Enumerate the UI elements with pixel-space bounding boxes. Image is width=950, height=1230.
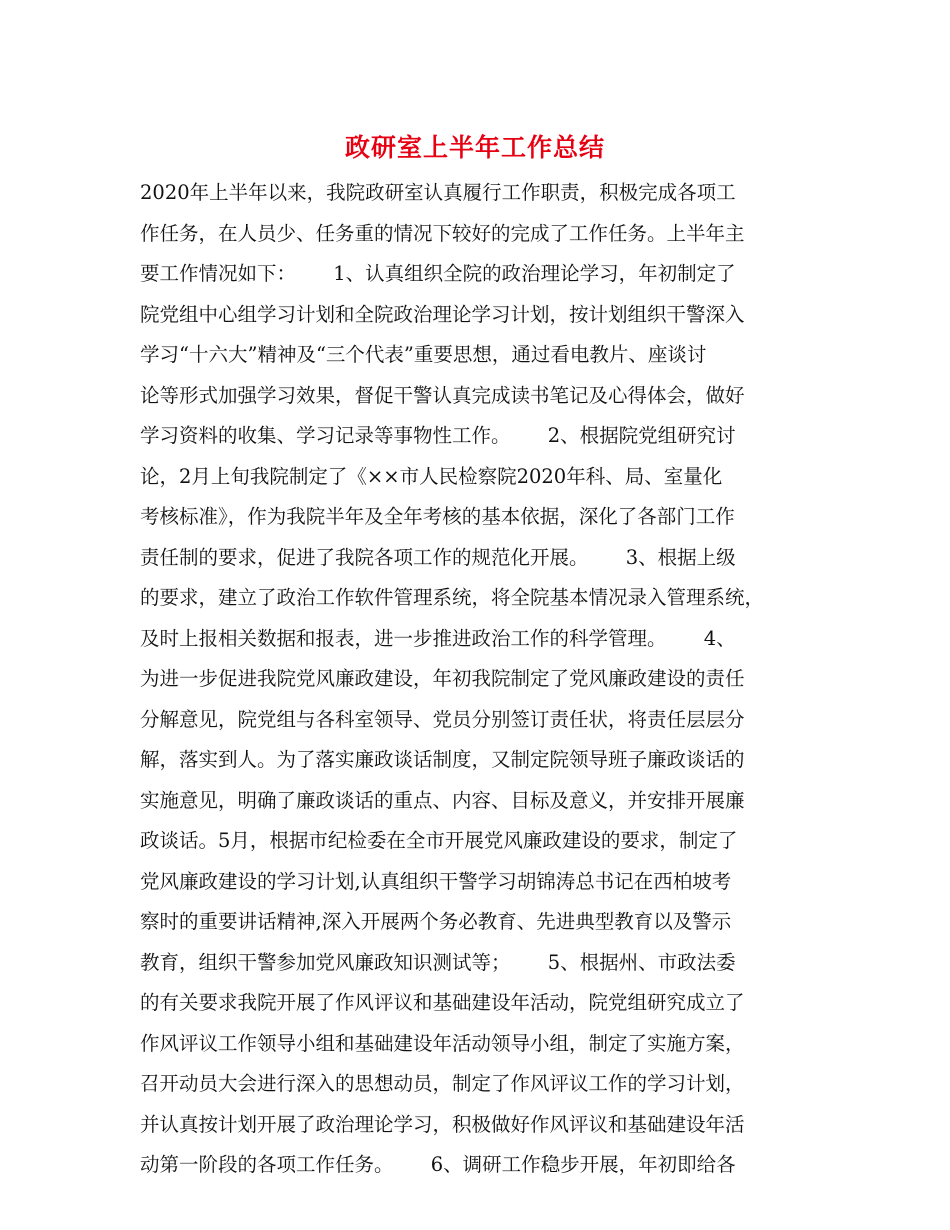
body-line: 分解意见，院党组与各科室领导、党员分别签订责任状，将责任层层分	[140, 707, 745, 731]
body-line: 学习资料的收集、学习记录等事物性工作。 2、根据院党组研究讨	[140, 424, 736, 447]
body-line: 考核标准》，作为我院半年及全年考核的基本依据，深化了各部门工作	[140, 505, 735, 528]
body-line: 并认真按计划开展了政治理论学习，积极做好作风评议和基础建设年活	[140, 1112, 745, 1136]
body-line: 察时的重要讲话精神,深入开展两个务必教育、先进典型教育以及警示	[140, 910, 732, 933]
body-line: 及时上报相关数据和报表，进一步推进政治工作的科学管理。 4、	[140, 626, 736, 650]
document-title: 政研室上半年工作总结	[344, 133, 605, 162]
body-line: 党风廉政建设的学习计划,认真组织干警学习胡锦涛总书记在西柏坡考	[140, 869, 732, 893]
body-line: 责任制的要求，促进了我院各项工作的规范化开展。 3、根据上级	[140, 545, 736, 569]
body-line: 解，落实到人。为了落实廉政谈话制度，又制定院领导班子廉政谈话的	[140, 748, 745, 771]
document-body	[140, 173, 820, 1186]
body-line: 作风评议工作领导小组和基础建设年活动领导小组，制定了实施方案，	[140, 1031, 745, 1055]
body-line: 院党组中心组学习计划和全院政治理论学习计划，按计划组织干警深入	[140, 302, 745, 326]
body-line: 学习“十六大”精神及“三个代表”重要思想，通过看电教片、座谈讨	[140, 343, 707, 366]
body-line: 论，2月上旬我院制定了《××市人民检察院2020年科、局、室量化	[140, 464, 723, 488]
body-line: 的有关要求我院开展了作风评议和基础建设年活动，院党组研究成立了	[140, 991, 745, 1014]
body-line: 实施意见，明确了廉政谈话的重点、内容、目标及意义，并安排开展廉	[140, 788, 745, 812]
body-line: 作任务，在人员少、任务重的情况下较好的完成了工作任务。上半年主	[140, 221, 745, 245]
body-line: 为进一步促进我院党风廉政建设，年初我院制定了党风廉政建设的责任	[140, 667, 745, 690]
body-line: 的要求，建立了政治工作软件管理系统，将全院基本情况录入管理系统，	[140, 586, 765, 609]
body-line: 2020年上半年以来，我院政研室认真履行工作职责，积极完成各项工	[140, 181, 736, 204]
body-line: 要工作情况如下： 1、认真组织全院的政治理论学习，年初制定了	[140, 262, 736, 285]
body-line: 教育，组织干警参加党风廉政知识测试等； 5、根据州、市政法委	[140, 950, 736, 974]
body-line: 动第一阶段的各项工作任务。 6、调研工作稳步开展，年初即给各	[140, 1153, 736, 1176]
body-line: 召开动员大会进行深入的思想动员，制定了作风评议工作的学习计划，	[140, 1072, 745, 1095]
body-line: 政谈话。5月，根据市纪检委在全市开展党风廉政建设的要求，制定了	[140, 829, 738, 852]
body-line: 论等形式加强学习效果，督促干警认真完成读书笔记及心得体会，做好	[140, 383, 745, 407]
